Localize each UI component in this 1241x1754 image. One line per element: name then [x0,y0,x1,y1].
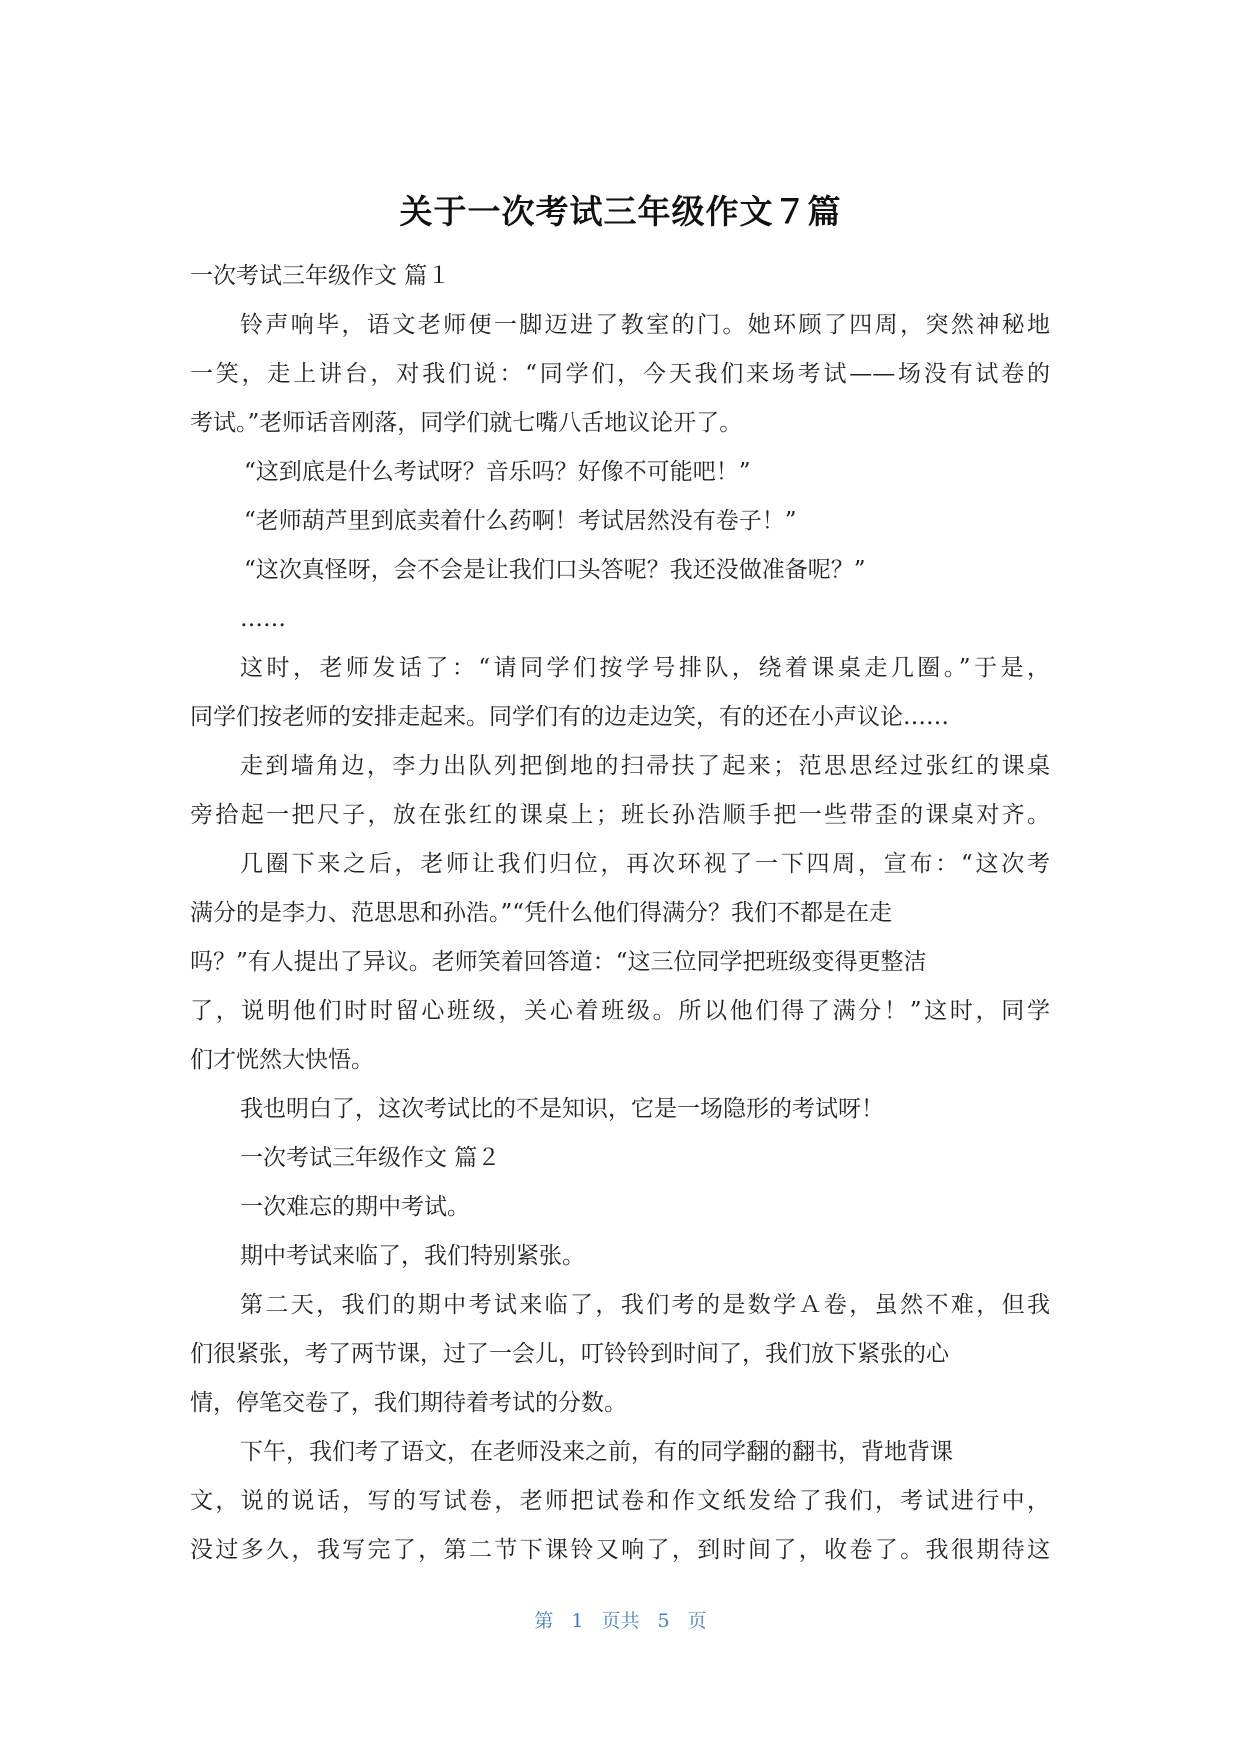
paragraph-line: 一次难忘的期中考试。 [240,1194,470,1220]
footer-end-label: 页 [687,1610,707,1632]
paragraph-line: 同学们按老师的安排走起来。同学们有的边走边笑，有的还在小声议论…… [190,704,949,730]
paragraph-line: “这到底是什么考试呀？音乐吗？好像不可能吧！” [244,459,751,485]
paragraph-line: 情，停笔交卷了，我们期待着考试的分数。 [190,1390,627,1416]
document-body [190,252,1050,1575]
paragraph-line: 考试。”老师话音刚落，同学们就七嘴八舌地议论开了。 [190,410,743,436]
section-heading: 一次考试三年级作文 篇２ [240,1145,501,1171]
section-heading: 一次考试三年级作文 篇１ [190,263,451,289]
paragraph-line: 一笑，走上讲台，对我们说：“同学们，今天我们来场考试——场没有试卷的 [190,361,1050,387]
page-footer [0,1606,1241,1633]
paragraph-line: “这次真怪呀，会不会是让我们口头答呢？我还没做准备呢？” [244,557,866,583]
paragraph-line: 这时，老师发话了：“请同学们按学号排队，绕着课桌走几圈。”于是， [240,655,1050,681]
paragraph-line: 了，说明他们时时留心班级，关心着班级。所以他们得了满分！”这时，同学 [190,998,1050,1024]
paragraph-line: 们才恍然大快悟。 [190,1047,374,1073]
paragraph-line: 吗？”有人提出了异议。老师笑着回答道：“这三位同学把班级变得更整洁 [190,949,927,975]
footer-current-page: 1 [571,1610,584,1632]
paragraph-line: 没过多久，我写完了，第二节下课铃又响了，到时间了，收卷了。我很期待这 [190,1537,1050,1563]
paragraph-line: …… [240,606,286,632]
paragraph-line: 第二天，我们的期中考试来临了，我们考的是数学Ａ卷，虽然不难，但我 [240,1292,1050,1318]
paragraph-line: 期中考试来临了，我们特别紧张。 [240,1243,585,1269]
footer-middle-label: 页共 [601,1610,640,1632]
paragraph-line: 满分的是李力、范思思和孙浩。”“凭什么他们得满分？我们不都是在走 [190,900,893,926]
paragraph-line: 走到墙角边，李力出队列把倒地的扫帚扶了起来；范思思经过张红的课桌 [240,753,1050,779]
paragraph-line: 旁拾起一把尺子，放在张红的课桌上；班长孙浩顺手把一些带歪的课桌对齐。 [190,802,1050,828]
paragraph-line: 们很紧张，考了两节课，过了一会儿，叮铃铃到时间了，我们放下紧张的心 [190,1341,949,1367]
paragraph-line: 文，说的说话，写的写试卷，老师把试卷和作文纸发给了我们，考试进行中， [190,1488,1050,1514]
footer-page-label: 第 [534,1610,554,1632]
paragraph-line: 下午，我们考了语文，在老师没来之前，有的同学翻的翻书，背地背课 [240,1439,953,1465]
paragraph-line: 铃声响毕，语文老师便一脚迈进了教室的门。她环顾了四周，突然神秘地 [240,312,1050,338]
footer-total-pages: 5 [657,1610,670,1632]
paragraph-line: “老师葫芦里到底卖着什么药啊！考试居然没有卷子！” [244,508,797,534]
paragraph-line: 我也明白了，这次考试比的不是知识，它是一场隐形的考试呀！ [240,1096,884,1122]
paragraph-line: 几圈下来之后，老师让我们归位，再次环视了一下四周，宣布：“这次考 [240,851,1050,877]
document-title: 关于一次考试三年级作文７篇 [399,192,842,231]
